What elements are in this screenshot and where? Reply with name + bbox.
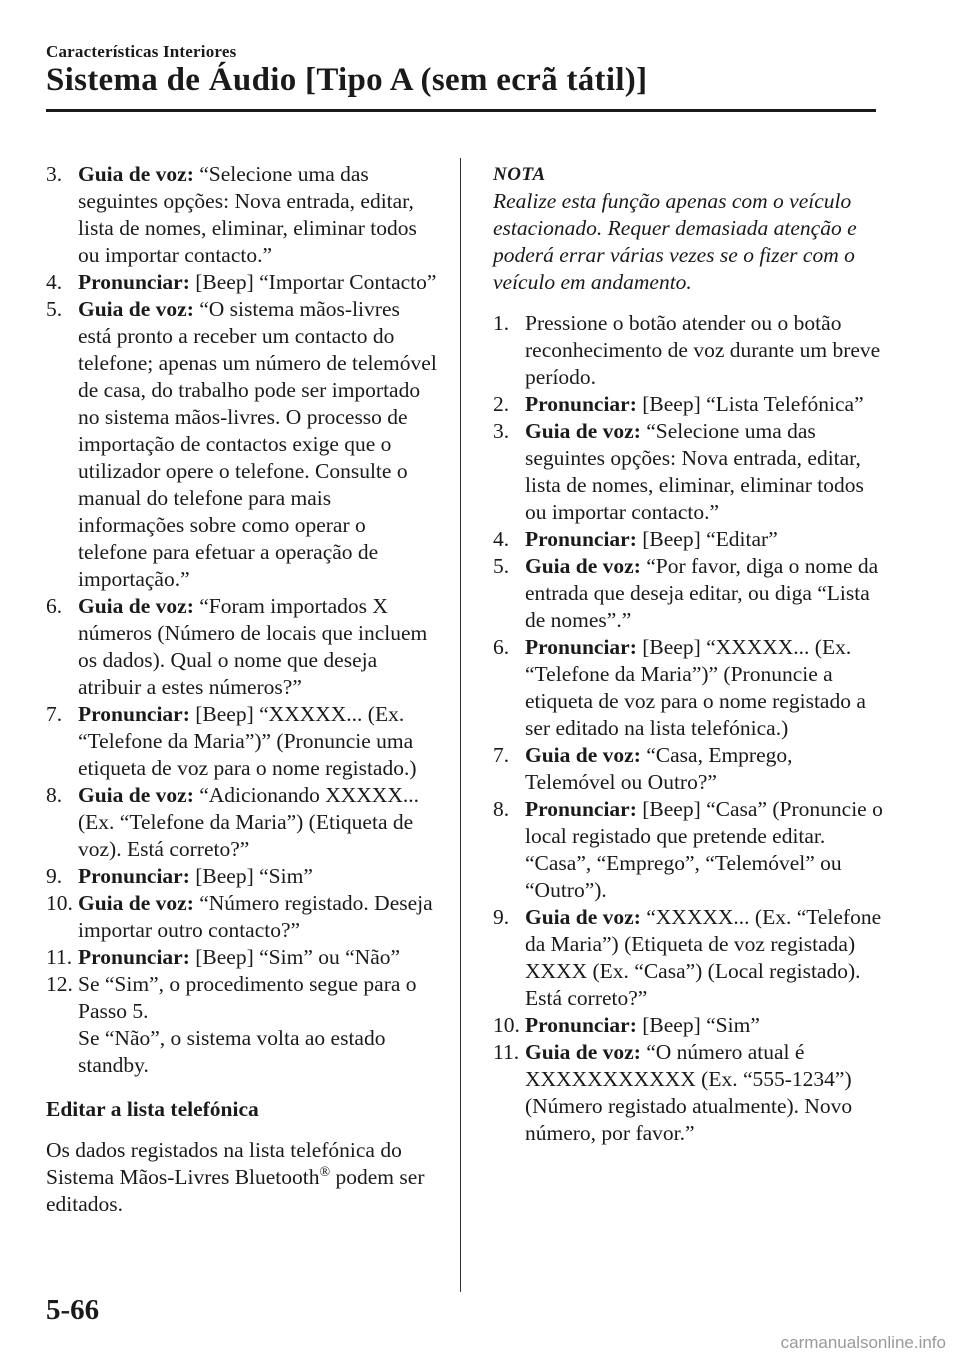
step-label: Pronunciar: xyxy=(78,945,190,969)
right-column xyxy=(493,161,885,1147)
step-body xyxy=(525,796,885,904)
step-body xyxy=(525,634,885,742)
step-text: “Selecione uma das seguintes opções: Nova entrada, editar, lista de nomes, eliminar, eliminar todos ou importar contacto.” xyxy=(525,419,864,524)
step-number: 8. xyxy=(493,797,510,821)
step-text: Se “Sim”, o procedimento segue para o Passo 5. xyxy=(78,972,417,1023)
step-number: 7. xyxy=(493,743,510,767)
step-label: Pronunciar: xyxy=(525,527,637,551)
step-label: Guia de voz: xyxy=(525,905,641,929)
step-body xyxy=(525,526,885,553)
step-label: Guia de voz: xyxy=(78,594,194,618)
step-text: “Casa, Emprego, Telemóvel ou Outro?” xyxy=(525,743,793,794)
step-label: Pronunciar: xyxy=(525,392,637,416)
step-label: Guia de voz: xyxy=(78,783,194,807)
step-number: 9. xyxy=(46,864,63,888)
step-text: “Adicionando XXXXX... (Ex. “Telefone da Maria”) (Etiqueta de voz). Está correto?” xyxy=(78,783,419,861)
section-label: Características Interiores xyxy=(46,42,237,61)
step-body xyxy=(78,863,438,890)
step-text: “O número atual é XXXXXXXXXXX (Ex. “555-1234”) (Número registado atualmente). Novo número, por favor.” xyxy=(525,1040,853,1145)
step-text: “Por favor, diga o nome da entrada que deseja editar, ou diga “Lista de nomes”.” xyxy=(525,554,879,632)
step-text: Pressione o botão atender ou o botão reconhecimento de voz durante um breve período. xyxy=(525,311,881,389)
step-item xyxy=(493,904,885,1012)
step-item xyxy=(46,269,438,296)
step-body xyxy=(525,418,885,526)
step-number: 10. xyxy=(46,891,73,915)
step-label: Pronunciar: xyxy=(78,702,190,726)
step-text: [Beep] “Sim” xyxy=(642,1013,760,1037)
step-number: 3. xyxy=(493,419,510,443)
step-number: 3. xyxy=(46,162,63,186)
page-title: Sistema de Áudio [Tipo A (sem ecrã tátil)] xyxy=(46,62,648,98)
step-number: 7. xyxy=(46,702,63,726)
step-item xyxy=(46,296,438,593)
step-label: Guia de voz: xyxy=(78,297,194,321)
step-body xyxy=(525,904,885,1012)
step-label: Guia de voz: xyxy=(525,554,641,578)
step-item xyxy=(493,553,885,634)
step-label: Pronunciar: xyxy=(525,1013,637,1037)
step-item xyxy=(46,944,438,971)
step-number: 6. xyxy=(493,635,510,659)
step-text: [Beep] “Editar” xyxy=(642,527,778,551)
watermark: carmanualsonline.info xyxy=(780,1333,946,1352)
step-text: “Número registado. Deseja importar outro contacto?” xyxy=(78,891,433,942)
step-text: [Beep] “XXXXX... (Ex. “Telefone da Maria”)” (Pronuncie a etiqueta de voz para o nome registado a ser editado na lista telefónica.) xyxy=(525,635,866,740)
step-number: 12. xyxy=(46,972,73,996)
step-item xyxy=(46,701,438,782)
step-text: [Beep] “Casa” (Pronuncie o local registado que pretende editar. “Casa”, “Emprego”, “Telemóvel” ou “Outro”). xyxy=(525,797,883,902)
step-label: Guia de voz: xyxy=(525,419,641,443)
step-number: 6. xyxy=(46,594,63,618)
step-number: 8. xyxy=(46,783,63,807)
step-item xyxy=(493,1012,885,1039)
step-1 xyxy=(493,310,885,391)
paragraph-text: Os dados registados na lista telefónica do Sistema Mãos-Livres Bluetooth xyxy=(46,1138,402,1189)
step-item xyxy=(46,782,438,863)
section-heading: Editar a lista telefónica xyxy=(46,1097,259,1121)
step-label: Pronunciar: xyxy=(78,864,190,888)
step-item xyxy=(493,526,885,553)
step-body xyxy=(78,296,438,593)
step-item xyxy=(46,890,438,944)
step-item xyxy=(493,796,885,904)
step-number: 2. xyxy=(493,392,510,416)
step-item xyxy=(493,1039,885,1147)
step-body xyxy=(525,553,885,634)
step-number: 4. xyxy=(46,270,63,294)
step-text: [Beep] “Lista Telefónica” xyxy=(642,392,864,416)
registered-mark: ® xyxy=(319,1164,331,1180)
step-label: Guia de voz: xyxy=(525,1040,641,1064)
step-label: Guia de voz: xyxy=(78,162,194,186)
paragraph xyxy=(46,1137,438,1218)
step-text: “XXXXX... (Ex. “Telefone da Maria”) (Etiqueta de voz registada) XXXX (Ex. “Casa”) (Local registado). Está correto?” xyxy=(525,905,882,1010)
step-body xyxy=(78,944,438,971)
step-body xyxy=(78,701,438,782)
note-body: Realize esta função apenas com o veículo estacionado. Requer demasiada atenção e poderá errar várias vezes se o fizer com o veículo em andamento. xyxy=(493,189,857,294)
step-number: 4. xyxy=(493,527,510,551)
step-text: [Beep] “Sim” xyxy=(195,864,313,888)
step-item xyxy=(493,634,885,742)
step-body xyxy=(78,269,438,296)
step-label: Guia de voz: xyxy=(525,743,641,767)
step-text: “Foram importados X números (Número de locais que incluem os dados). Qual o nome que deseja atribuir a estes números?” xyxy=(78,594,428,699)
step-body xyxy=(525,1012,885,1039)
step-body xyxy=(78,593,438,701)
step-body xyxy=(78,161,438,269)
step-number: 10. xyxy=(493,1013,520,1037)
step-label: Guia de voz: xyxy=(78,891,194,915)
step-body xyxy=(525,742,885,796)
step-number: 1. xyxy=(493,311,510,335)
left-column xyxy=(46,161,438,1218)
step-body xyxy=(78,890,438,944)
page-number: 5-66 xyxy=(46,1294,100,1326)
step-item xyxy=(46,161,438,269)
step-text: “Selecione uma das seguintes opções: Nova entrada, editar, lista de nomes, eliminar, eliminar todos ou importar contacto.” xyxy=(78,162,417,267)
step-item xyxy=(493,391,885,418)
step-body xyxy=(525,1039,885,1147)
step-item xyxy=(46,593,438,701)
step-text: [Beep] “Sim” ou “Não” xyxy=(195,945,401,969)
step-item xyxy=(46,863,438,890)
step-number: 11. xyxy=(46,945,73,969)
step-text: “O sistema mãos-livres está pronto a receber um contacto do telefone; apenas um número de telemóvel de casa, do trabalho pode ser importado no sistema mãos-livres. O processo de importação de contactos exige que o utilizador opere o telefone. Consulte o manual do telefone para mais informações sobre como operar o telefone para efetuar a operação de importação.” xyxy=(78,297,437,591)
step-number: 9. xyxy=(493,905,510,929)
step-label: Pronunciar: xyxy=(525,635,637,659)
step-item xyxy=(493,742,885,796)
note-title: NOTA xyxy=(493,164,546,185)
step-text-alt: Se “Não”, o sistema volta ao estado standby. xyxy=(78,1026,386,1077)
paragraph-text-end: podem ser editados. xyxy=(46,1165,425,1216)
step-label: Pronunciar: xyxy=(525,797,637,821)
step-label: Pronunciar: xyxy=(78,270,190,294)
step-12 xyxy=(46,971,438,1079)
column-divider xyxy=(460,158,461,1292)
step-text: [Beep] “Importar Contacto” xyxy=(195,270,437,294)
step-body xyxy=(525,391,885,418)
step-number: 5. xyxy=(46,297,63,321)
step-item xyxy=(493,418,885,526)
title-rule xyxy=(46,109,876,112)
step-body xyxy=(78,782,438,863)
step-number: 11. xyxy=(493,1040,520,1064)
step-number: 5. xyxy=(493,554,510,578)
step-text: [Beep] “XXXXX... (Ex. “Telefone da Maria”)” (Pronuncie uma etiqueta de voz para o nome registado.) xyxy=(78,702,417,780)
